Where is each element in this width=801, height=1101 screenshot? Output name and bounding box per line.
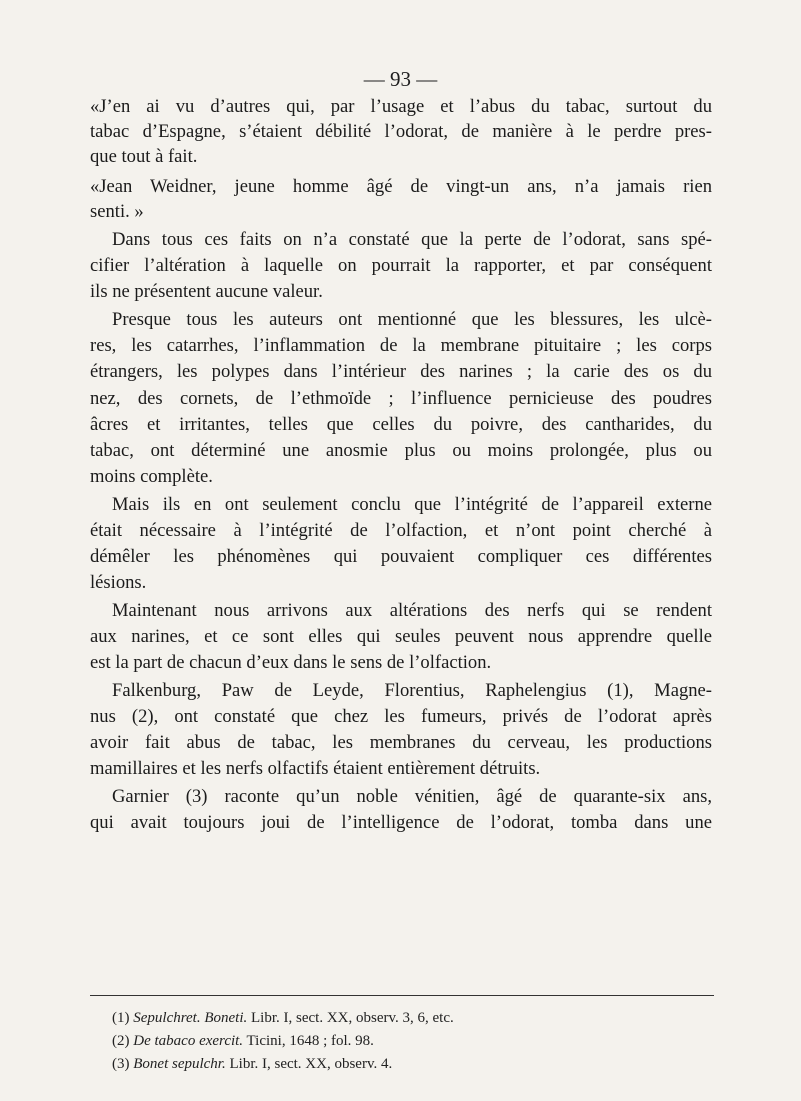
text-line: aux narines, et ce sont elles qui seules peuvent nous apprendre quelle xyxy=(90,626,712,647)
text-line: «Jean Weidner, jeune homme âgé de vingt-un ans, n’a jamais rien xyxy=(90,176,712,197)
text-line: que tout à fait. xyxy=(90,146,198,167)
text-line: était nécessaire à l’intégrité de l’olfaction, et n’ont point cherché à xyxy=(90,520,712,541)
text-line: cifier l’altération à laquelle on pourrait la rapporter, et par conséquent xyxy=(90,255,712,276)
footnote-text: Libr. I, sect. XX, observ. 4. xyxy=(225,1056,393,1072)
text-line: étrangers, les polypes dans l’intérieur des narines ; la carie des os du xyxy=(90,361,712,382)
page-number: — 93 — xyxy=(363,67,438,91)
footnote-separator xyxy=(90,995,714,996)
text-line: Presque tous les auteurs ont mentionné que les blessures, les ulcè- xyxy=(112,309,712,330)
text-line: tabac, ont déterminé une anosmie plus ou moins prolongée, plus ou xyxy=(90,440,712,461)
footnote-text: Libr. I, sect. XX, observ. 3, 6, etc. xyxy=(247,1010,454,1026)
footnote-1 xyxy=(112,1008,454,1028)
text-line: Garnier (3) raconte qu’un noble vénitien, âgé de quarante-six ans, xyxy=(112,786,712,807)
footnote-title: Bonet sepulchr. xyxy=(133,1056,226,1072)
footnote-marker: (1) xyxy=(112,1010,130,1026)
footnote-2 xyxy=(112,1031,374,1051)
footnote-marker: (3) xyxy=(112,1056,130,1072)
text-line: moins complète. xyxy=(90,466,213,487)
text-line: «J’en ai vu d’autres qui, par l’usage et l’abus du tabac, surtout du xyxy=(90,96,712,117)
footnote-title: De tabaco exercit. xyxy=(133,1033,244,1049)
text-line: res, les catarrhes, l’inflammation de la membrane pituitaire ; les corps xyxy=(90,335,712,356)
text-line: âcres et irritantes, telles que celles du poivre, des cantharides, du xyxy=(90,414,712,435)
text-line: tabac d’Espagne, s’étaient débilité l’odorat, de manière à le perdre pres- xyxy=(90,121,712,142)
text-line: Mais ils en ont seulement conclu que l’intégrité de l’appareil externe xyxy=(112,494,712,515)
text-line: démêler les phénomènes qui pouvaient compliquer ces différentes xyxy=(90,546,712,567)
footnote-text: Ticini, 1648 ; fol. 98. xyxy=(243,1033,374,1049)
text-line: ils ne présentent aucune valeur. xyxy=(90,281,323,302)
text-line: Falkenburg, Paw de Leyde, Florentius, Raphelengius (1), Magne- xyxy=(112,680,712,701)
footnote-marker: (2) xyxy=(112,1033,130,1049)
footnote-3 xyxy=(112,1054,392,1074)
text-line: Maintenant nous arrivons aux altérations des nerfs qui se rendent xyxy=(112,600,712,621)
text-line: lésions. xyxy=(90,572,147,593)
text-line: senti. » xyxy=(90,201,144,222)
text-line: avoir fait abus de tabac, les membranes du cerveau, les productions xyxy=(90,732,712,753)
text-line: nus (2), ont constaté que chez les fumeurs, privés de l’odorat après xyxy=(90,706,712,727)
text-line: est la part de chacun d’eux dans le sens de l’olfaction. xyxy=(90,652,492,673)
text-line: mamillaires et les nerfs olfactifs étaient entièrement détruits. xyxy=(90,758,541,779)
footnote-title: Sepulchret. Boneti. xyxy=(133,1010,248,1026)
text-line: nez, des cornets, de l’ethmoïde ; l’influence pernicieuse des poudres xyxy=(90,388,712,409)
text-line: qui avait toujours joui de l’intelligence de l’odorat, tomba dans une xyxy=(90,812,712,833)
text-line: Dans tous ces faits on n’a constaté que la perte de l’odorat, sans spé- xyxy=(112,229,712,250)
